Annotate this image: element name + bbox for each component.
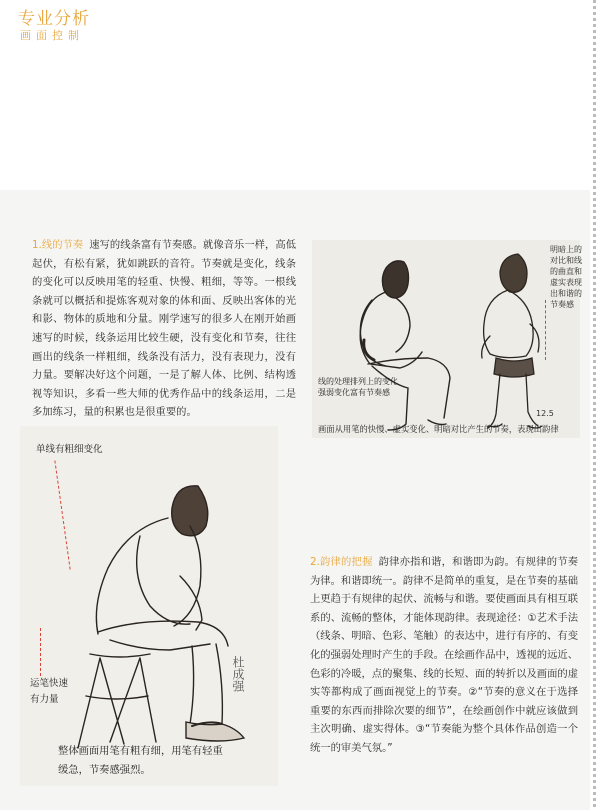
page-subtitle: 画面控制 [20,29,84,42]
big-label-bottom: 运笔快速 有力量 [30,678,69,705]
section1-heading: 1.线的节奏 [32,239,84,251]
big-label-top: 单线有粗细变化 [36,444,103,455]
big-figure-caption: 整体画面用笔有粗有细，用笔有轻重 缓急，节奏感强烈。 [58,745,223,776]
top-figure-caption: 画面从用笔的快慢、虚实变化、明暗对比产生的节奏，表现出韵律 [318,424,559,434]
section2-heading: 2.韵律的把握 [310,556,373,568]
section1-paragraph [32,236,296,422]
artist-signature: 杜成强 [231,656,245,692]
sketch-drawing-two-figures [312,240,580,438]
page-edge-stripe [593,0,596,810]
top-note-left: 线的处理排列上的变化 强弱变化富有节奏感 [318,377,398,397]
sketch-seated-man [20,426,278,786]
page-title: 专业分析 [18,9,90,29]
section2-paragraph [310,553,578,758]
sketch-drawing-seated-man [20,426,278,786]
sketch-two-figures [312,240,580,438]
big-guide-line-bottom [40,628,41,676]
section2-body: 韵律亦指和谐，和谐即为韵。有规律的节奏为律。和谐即统一。韵律不是简单的重复，是在节奏的基础上更趋于有规律的起伏、流畅与和谐。要使画面具有相互联系的、流畅的整体，才能体现韵律。表现途径：①艺术手法（线条、明暗、色彩、笔触）的表达中，进行有序的、有变化的强弱处理时产生的手段。在绘画作品中，透视的远近、色彩的冷暖，点的聚集、线的长短、面的转折以及画面的虚实等都构成了画面视觉上的节奏。②“节奏的意义在于选择重要的东西而排除次要的细节”，在绘画创作中就应该做到主次明确、虚实得体。③“节奏能为整个具体作品创造一个统一的审美气氛。” [310,556,579,754]
section1-body: 速写的线条富有节奏感。就像音乐一样，高低起伏，有松有紧，犹如跳跃的音符。节奏就是变化，线条的变化可以反映用笔的轻重、快慢、粗细，等等。一根线条就可以概括和提炼客观对象的体和面、反映出客体的光和影、物体的质地和分量。刚学速写的很多人在刚开始画速写的时候，线条运用比较生硬，没有变化和节奏，往往画出的线条一样粗细，线条没有活力，没有表现力，没有力量。要解决好这个问题，一是了解人体、比例、结构透视等知识，多看一些大师的优秀作品中的线条运用，二是多加练习，量的积累也是很重要的。 [32,239,296,419]
top-note-right: 明暗上的 对比和线 的曲直和 虚实表现 出和谐的 节奏感 [550,245,582,309]
top-guide-line [545,300,546,360]
sketch-date-mark: 12.5 [536,409,554,418]
